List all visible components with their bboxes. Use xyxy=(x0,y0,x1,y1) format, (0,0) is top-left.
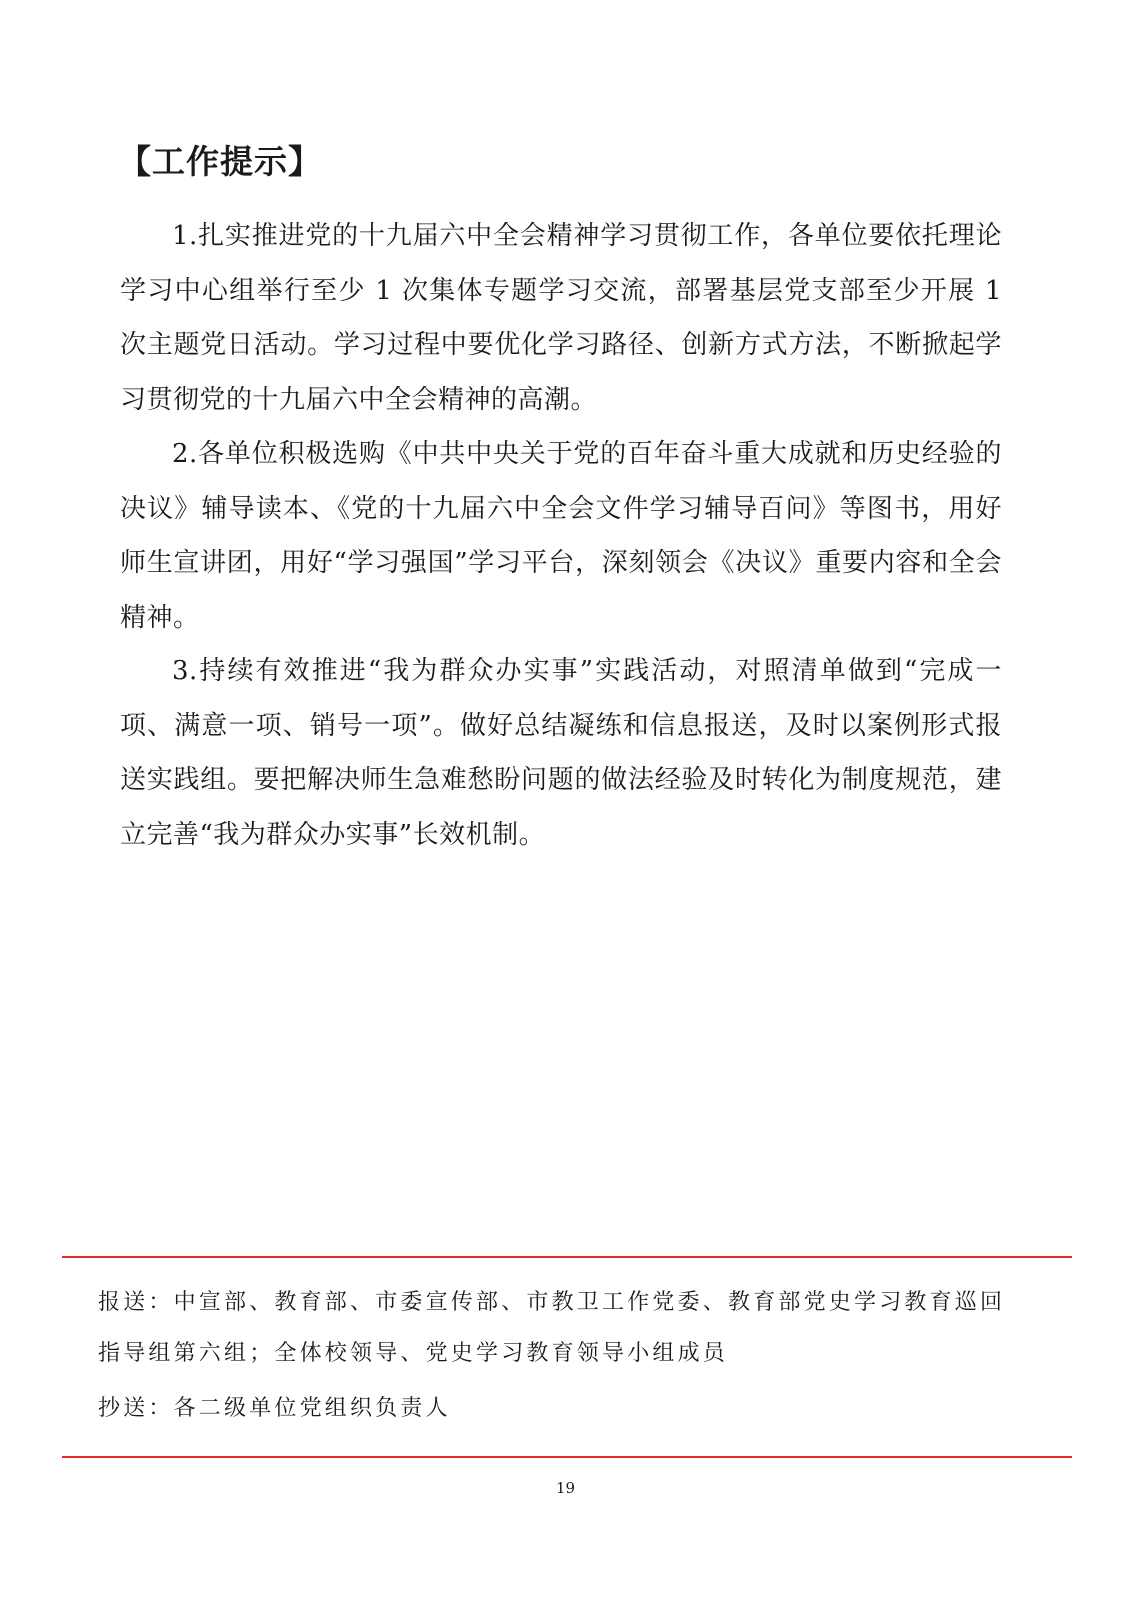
distribution-cc: 抄送：各二级单位党组织负责人 xyxy=(98,1396,451,1421)
work-tip-paragraph-1: 1.扎实推进党的十九届六中全会精神学习贯彻工作，各单位要依托理论学习中心组举行至少 1 次集体专题学习交流，部署基层党支部至少开展 1 次主题党日活动。学习过程中要优化学习路径、创新方式方法，不断掀起学习贯彻党的十九届六中全会精神的高潮。 xyxy=(120,221,1002,415)
page-number: 19 xyxy=(555,1479,576,1497)
distribution-recipients: 报送：中宣部、教育部、市委宣传部、市教卫工作党委、教育部党史学习教育巡回指导组第六组；全体校领导、党史学习教育领导小组成员 xyxy=(98,1290,1006,1366)
distribution-top-rule xyxy=(62,1256,1072,1258)
distribution-bottom-rule xyxy=(62,1456,1072,1458)
section-heading: 【工作提示】 xyxy=(118,142,322,181)
work-tip-paragraph-3: 3.持续有效推进“我为群众办实事”实践活动，对照清单做到“完成一项、满意一项、销号一项”。做好总结凝练和信息报送，及时以案例形式报送实践组。要把解决师生急难愁盼问题的做法经验及时转化为制度规范，建立完善“我为群众办实事”长效机制。 xyxy=(120,656,1002,850)
work-tip-paragraph-2: 2.各单位积极选购《中共中央关于党的百年奋斗重大成就和历史经验的决议》辅导读本、《党的十九届六中全会文件学习辅导百问》等图书，用好师生宣讲团，用好“学习强国”学习平台，深刻领会《决议》重要内容和全会精神。 xyxy=(120,439,1002,633)
